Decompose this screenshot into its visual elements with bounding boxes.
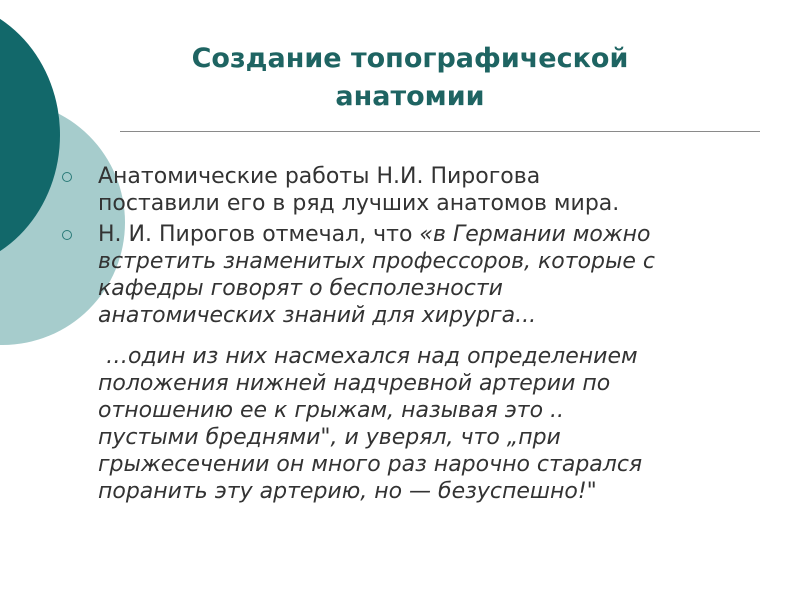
- quote-continuation: [62, 343, 792, 505]
- bullet-1-line-2: поставили его в ряд лучших анатомов мира.: [98, 191, 620, 216]
- quote-line-1: …один из них насмехался над определением: [106, 344, 638, 369]
- bullet-2-line-3: кафедры говорят о бесполезности: [98, 276, 503, 301]
- quote-line-6: поранить эту артерию, но — безуспешно!": [98, 479, 597, 504]
- bullet-2-lead-text: Н. И. Пирогов отмечал, что: [98, 222, 420, 247]
- quote-line-5: грыжесечении он много раз нарочно старался: [98, 452, 643, 477]
- slide-title: [140, 40, 680, 116]
- quote-line-4: пустыми бреднями", и уверял, что „при: [98, 425, 561, 450]
- slide-title-line-2: анатомии: [335, 81, 485, 112]
- slide-title-line-1: Создание топографической: [191, 43, 629, 74]
- quote-line-3: отношению ее к грыжам, называя это ..: [98, 398, 565, 423]
- bullet-2-line-1: [98, 221, 792, 248]
- slide-body: [62, 163, 792, 505]
- bullet-item-1: [62, 163, 792, 217]
- bullet-item-2: [62, 221, 792, 329]
- bullet-2-line-2: встретить знаменитых профессоров, которые с: [98, 249, 656, 274]
- bullet-2-line-4: анатомических знаний для хирурга...: [98, 303, 537, 328]
- hollow-circle-bullet-icon: [62, 172, 72, 182]
- title-divider: [120, 131, 760, 132]
- hollow-circle-bullet-icon: [62, 230, 72, 240]
- quote-line-2: положения нижней надчревной артерии по: [98, 371, 611, 396]
- bullet-1-line-1: Анатомические работы Н.И. Пирогова: [98, 164, 541, 189]
- bullet-2-quote-start: «в Германии можно: [419, 222, 651, 247]
